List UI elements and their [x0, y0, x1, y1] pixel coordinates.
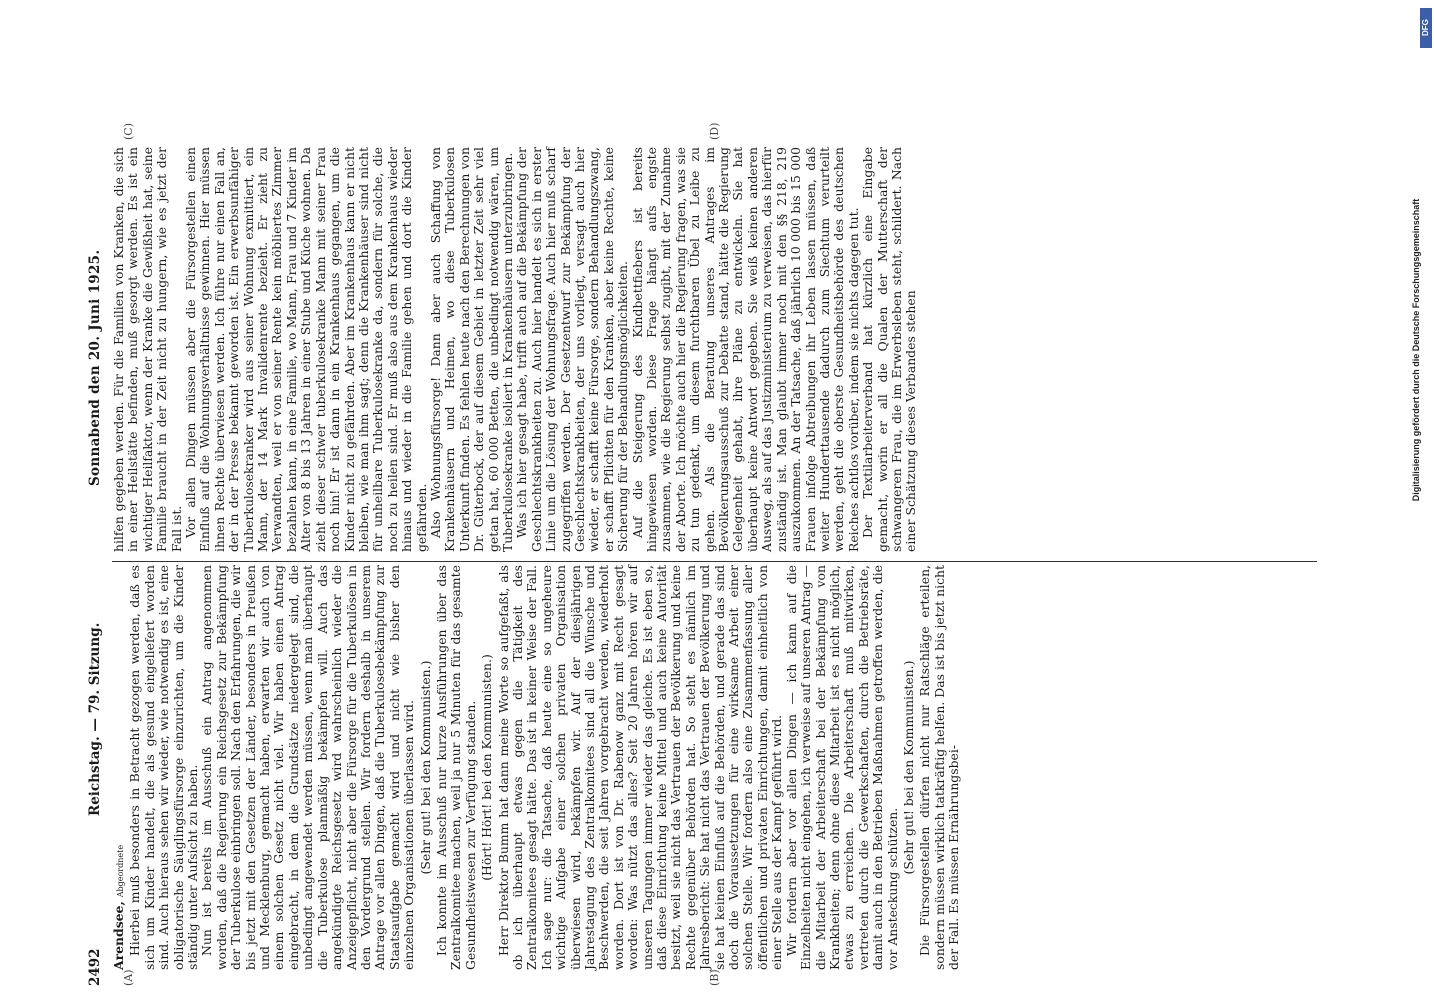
paragraph: Wir fordern aber vor allen Dingen — ich kann auf die Einzelheiten nicht eingehen, ich verweise auf unseren Antrag — die Mitarbeit der Arbeiterschaft bei der Bekämpfung von Krankheiten; denn ohne diese Mitarbeit ist es nicht möglich, etwas zu erreichen. Die Arbeiterschaft muß mitwirken, vertreten durch die Gewerkschaften, durch die Betriebsräte, damit auch in den Betrieben Maßnahmen getroffen werden, die vor Ansteckung schützen. [783, 565, 900, 970]
margin-mark-a: (A) [122, 969, 135, 986]
dfg-logo: DFG [1420, 8, 1432, 48]
margin-mark-c: (C) [122, 123, 135, 140]
speaker-name: Arendsee, [111, 901, 126, 970]
right-column [112, 147, 919, 552]
paragraph: Also Wohnungsfürsorge! Dann aber auch Schaffung von Krankenhäusern und Heimen, wo diese Tuberkulosen Unterkunft finden. Es fehlen heute nach den Berechnungen von Dr. Güterbock, der auf diesem Gebiet in letzter Zeit sehr viel getan hat, 60 000 Betten, die unbedingt notwendig wären, um Tuberkulosekranke isoliert in Krankenhäusern unterzubringen. [427, 147, 515, 552]
rotated-page [88, 120, 1338, 1000]
speaker-line [112, 565, 128, 970]
paragraph: hilfen gegeben werden. Für die Familien von Kranken, die sich in einer Heilstätte befinden, muß gesorgt werden. Es ist ein wichtiger Heilfaktor, wenn der Kranke die Gewißheit hat, seine Familie braucht in der Zeit nicht zu hungern, wie es jetzt der Fall ist. [111, 147, 184, 552]
running-head-left: Reichstag. — 79. Sitzung. [87, 622, 103, 816]
paragraph: Nun ist bereits im Ausschuß ein Antrag angenommen worden, daß die Regierung ein Reichsgesetz zur Bekämpfung der Tuberkulose einbringen soll. Nach den Erfahrungen, die wir bis jetzt mit den Gesetzen der Länder, besonders in Preußen und Mecklenburg, gemacht haben, erwarten wir auch von einem solchen Gesetz nicht viel. Wir haben einen Antrag eingebracht, in dem die Grundsätze niedergelegt sind, die unbedingt angewendet werden müssen, wenn man überhaupt die Tuberkulose planmäßig bekämpfen will. Auch das angekündigte Reichsgesetz wird wahrscheinlich wieder die Anzeigepflicht, nicht aber die Fürsorge für die Tuberkulösen in den Vordergrund stellen. Wir fordern deshalb in unserem Antrage vor allen Dingen, daß die Tuberkulosebekämpfung zur Staatsaufgabe gemacht wird und nicht wie bisher den einzelnen Organisationen überlassen wird. [199, 565, 417, 970]
margin-mark-d: (D) [708, 122, 721, 140]
speaker-role: Abgeordnete [116, 844, 125, 898]
paragraph: Der Textilarbeiterverband hat kürzlich eine Eingabe gemacht, worin er all die Qualen der Mutterschaft der schwangeren Frau, die im Erwerbsleben steht, schildert. Nach einer Schätzung dieses Verbandes stehen [860, 147, 919, 552]
margin-mark-b: (B) [708, 969, 721, 986]
running-head-right: Sonnabend den 20. Juni 1925. [87, 249, 103, 486]
column-divider [112, 561, 1317, 562]
paragraph: Vor allen Dingen müssen aber die Fürsorgestellen einen Einfluß auf die Wohnungsverhältnisse gewinnen. Hier müssen ihnen Rechte überwiesen werden. Ich führe nur einen Fall an, der in der Presse bekannt geworden ist. Ein erwerbsunfähiger Tuberkulosekranker wird aus seiner Wohnung exmittiert, ein Mann, der 14 Mark Invalidenrente bezieht. Er zieht zu Verwandten, weil er von seiner Rente kein möbliertes Zimmer bezahlen kann, in eine Familie, wo Mann, Frau und 7 Kinder im Alter von 8 bis 13 Jahren in einer Stube und Küche wohnen. Da zieht dieser schwer tuberkulosekranke Mann mit seiner Frau noch hin! Er ist dann in ein Krankenhaus gegangen, um die Kinder nicht zu gefährden. Aber im Krankenhaus kann er nicht bleiben, wie man ihm sagt; denn die Krankenhäuser sind nicht für unheilbare Tuberkulosekranke da, sondern für solche, die noch zu heilen sind. Er muß also aus dem Krankenhaus wieder hinaus und wieder in die Familie gehen und dort die Kinder gefährden. [183, 147, 429, 552]
interjection: (Sehr gut! bei den Kommunisten.) [417, 660, 433, 875]
paragraph: Was ich hier gesagt habe, trifft auch auf die Bekämpfung der Geschlechtskrankheiten zu. Auch hier handelt es sich in erster Linie um die Lösung der Wohnungsfrage. Auch hier muß scharf zugegriffen werden. Der Gesetzentwurf zur Bekämpfung der Geschlechtskrankheiten, der uns vorliegt, versagt auch hier wieder, er schafft keine Fürsorge, sondern Behandlungszwang, er schafft Pflichten für den Kranken, aber keine Rechte, keine Sicherung für der Behandlungsmöglichkeiten. [514, 147, 631, 552]
left-column [112, 565, 962, 970]
paragraph: Auf die Steigerung des Kindbettfiebers ist bereits hingewiesen worden. Diese Frage hängt aufs engste zusammen, wie die Regierung selbst zugibt, mit der Zunahme der Aborte. Ich möchte auch hier die Regierung fragen, was sie zu tun gedenkt, um diesem furchtbaren Übel zu Leibe zu gehen. Als die Beratung unseres Antrages im Bevölkerungsausschuß zur Debatte stand, hätte die Regierung Gelegenheit gehabt, ihre Pläne zu entwickeln. Sie hat überhaupt keine Antwort gegeben. Sie weiß keinen anderen Ausweg, als auf das Justizministerium zu verweisen, das hierfür zuständig ist. Man glaubt immer noch mit den §§ 218, 219 auszukommen. An der Tatsache, daß jährlich 10 000 bis 15 000 Frauen infolge Abtreibungen ihr Leben lassen müssen, daß weiter Hunderttausende dadurch zum Siechtum verurteilt werden, geht die oberste Gesundheitsbehörde des deutschen Reiches achtlos vorüber, indem sie nichts dagegen tut. [629, 147, 861, 552]
page-header [88, 126, 106, 986]
page-number: 2492 [87, 948, 103, 986]
digitization-note: Digitalisierung gefördert durch die Deutsche Forschungsgemeinschaft [1411, 198, 1421, 502]
digitization-sidebar [1410, 0, 1432, 1000]
interjection: (Sehr gut! bei den Kommunisten.) [900, 660, 916, 875]
paragraph: Hierbei muß besonders in Betracht gezogen werden, daß es sich um Kinder handelt, die als gesund eingeliefert worden sind. Auch hieraus sehen wir wieder, wie notwendig es ist, eine obligatorische Säuglingsfürsorge einzurichten, um die Kinder ständig unter Aufsicht zu haben. [127, 565, 201, 970]
paragraph: Herr Direktor Bumm hat dann meine Worte so aufgefaßt, als ob ich überhaupt etwas gegen die Tätigkeit des Zentralkomitees gesagt hätte. Das ist in keiner Weise der Fall. Ich sage nur: die Tatsache, daß heute eine so ungeheure wichtige Aufgabe einer solchen privaten Organisation überwiesen wird, bekämpfen wir. Auf der diesjährigen Jahrestagung des Zentralkomitees sind all die Wünsche und Beschwerden, die seit Jahren vorgebracht werden, wiederholt worden. Dort ist von Dr. Rabenow ganz mit Recht gesagt worden: Was nützt das alles? Seit 20 Jahren hören wir auf unseren Tagungen immer wieder das gleiche. Es ist eben so, daß diese Einrichtung keine Mittel und auch keine Autorität besitzt, weil sie nicht das Vertrauen der Bevölkerung und keine Rechte gegenüber Behörden hat. So steht es nämlich im Jahresbericht: Sie hat nicht das Vertrauen der Bevölkerung und sie hat keinen Einfluß auf die Behörden, und gerade das sind doch die Voraussetzungen für eine wirksame Arbeit einer solchen Stelle. Wir fordern also eine Zusammenfassung aller öffentlichen und privaten Einrichtungen, damit einheitlich von einer Stelle aus der Kampf geführt wird. [495, 565, 785, 970]
interjection: (Hört! Hört! bei den Kommunisten.) [479, 654, 495, 881]
paragraph: Ich konnte im Ausschuß nur kurze Ausführungen über das Zentralkomitee machen, weil ja nur 5 Minuten für das gesamte Gesundheitswesen zur Verfügung standen. [433, 565, 478, 970]
paragraph: Die Fürsorgestellen dürfen nicht nur Ratschläge erteilen, sondern müssen wirklich tatkräftig helfen. Das ist bis jetzt nicht der Fall. Es müssen Ernährungsbei- [917, 565, 962, 970]
